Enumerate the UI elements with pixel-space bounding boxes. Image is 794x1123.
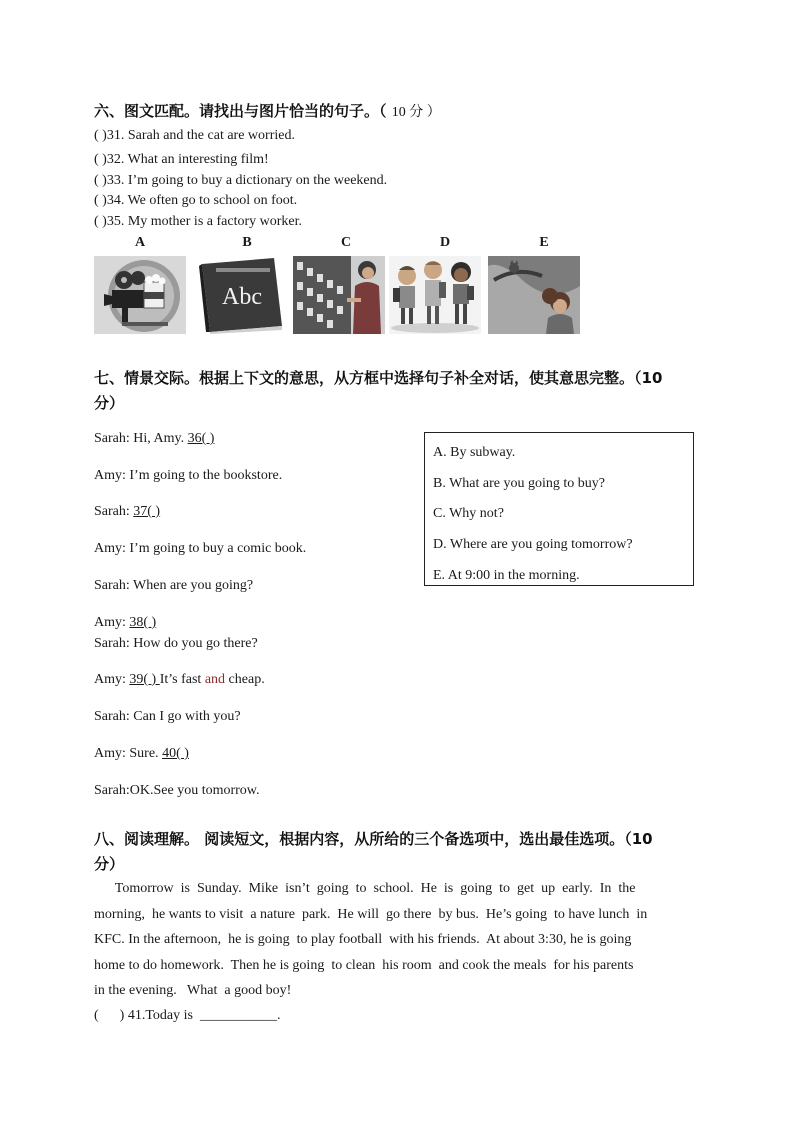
picture-label-e: E [539,235,549,250]
picture-b-dictionary-icon [196,256,288,334]
dialog-line-36 [94,431,214,447]
question-32: ( )32. What an interesting film! [94,152,269,167]
passage-line: in the evening. What a good boy! [94,983,292,998]
option-c: C. Why not? [433,506,504,521]
picture-label-a: A [134,235,146,250]
option-e: E. At 9:00 in the morning. [433,568,580,583]
dialog-line-11: Sarah:OK.See you tomorrow. [94,783,260,798]
section-6-score: 10 分 ） [391,105,441,120]
picture-label-c: C [340,235,352,250]
dialog-line-5: Sarah: When are you going? [94,578,254,593]
dialog-speaker: Amy: [94,615,126,630]
section-6-title-text: 六、图文匹配。请找出与图片恰当的句子。（ [94,102,387,120]
question-41-text: ( ) 41.Today is [94,1008,200,1023]
options-box [424,432,694,586]
picture-label-d: D [439,235,451,250]
picture-label-b: B [242,235,252,250]
dialog-line-4: Amy: I’m going to buy a comic book. [94,541,307,556]
question-34: ( )34. We often go to school on foot. [94,193,298,208]
picture-d-students-walking-icon [389,256,481,334]
dialog-text: It’s fast [159,672,205,687]
passage-line: morning, he wants to visit a nature park. He will go there by bus. He’s going to have lunch in [94,906,648,922]
dialog-speaker: Amy: [94,672,126,687]
dialog-line-39 [94,672,265,688]
dialog-line-7: Sarah: How do you go there? [94,636,258,651]
picture-c-factory-worker-icon [293,256,385,334]
dialog-line-2: Amy: I’m going to the bookstore. [94,468,283,483]
dialog-text: cheap. [225,672,265,687]
dialog-line-38 [94,615,156,631]
dialog-text-highlight: and [204,672,226,687]
reading-passage [94,876,698,1004]
dialog-line-40 [94,746,189,762]
section-8-title-line2: 分） [94,855,125,873]
question-31: ( )31. Sarah and the cat are worried. [94,128,295,143]
question-41 [94,1008,280,1024]
answer-blank-36[interactable]: 36( ) [187,431,215,446]
dialog-speaker: Sarah: Hi, Amy. [94,431,185,446]
section-6-title [94,100,441,121]
passage-line: KFC. In the afternoon, he is going to play football with his friends. At about 3:30, he is going [94,932,632,947]
answer-blank-38[interactable]: 38( ) [129,615,157,630]
answer-blank-37[interactable]: 37( ) [133,504,161,519]
dialog-speaker: Amy: Sure. [94,746,159,761]
dialog-line-9: Sarah: Can I go with you? [94,709,241,724]
option-a: A. By subway. [433,445,516,460]
question-33: ( )33. I’m going to buy a dictionary on the weekend. [94,173,388,188]
section-7-title-line2: 分） [94,394,125,412]
answer-blank-41[interactable]: ___________. [199,1008,281,1023]
picture-e-girl-and-cat-icon [488,256,580,334]
picture-a-film-icon [94,256,186,334]
passage-line: home to do homework. Then he is going to clean his room and cook the meals for his parents [94,957,634,973]
question-35: ( )35. My mother is a factory worker. [94,214,302,229]
dialog-line-37 [94,504,160,520]
dialog-speaker: Sarah: [94,504,130,519]
section-7-title: 七、情景交际。根据上下文的意思，从方框中选择句子补全对话，使其意思完整。（10 [94,369,663,387]
dictionary-cover-text: Abc [222,284,262,310]
section-8-title: 八、阅读理解。 阅读短文，根据内容，从所给的三个备选项中，选出最佳选项。（10 [94,830,653,848]
passage-line: Tomorrow is Sunday. Mike isn’t going to school. He is going to get up early. In the [94,881,636,896]
answer-blank-40[interactable]: 40( ) [162,746,189,761]
answer-blank-39[interactable]: 39( ) [129,672,160,687]
option-d: D. Where are you going tomorrow? [433,537,633,552]
option-b: B. What are you going to buy? [433,476,605,491]
